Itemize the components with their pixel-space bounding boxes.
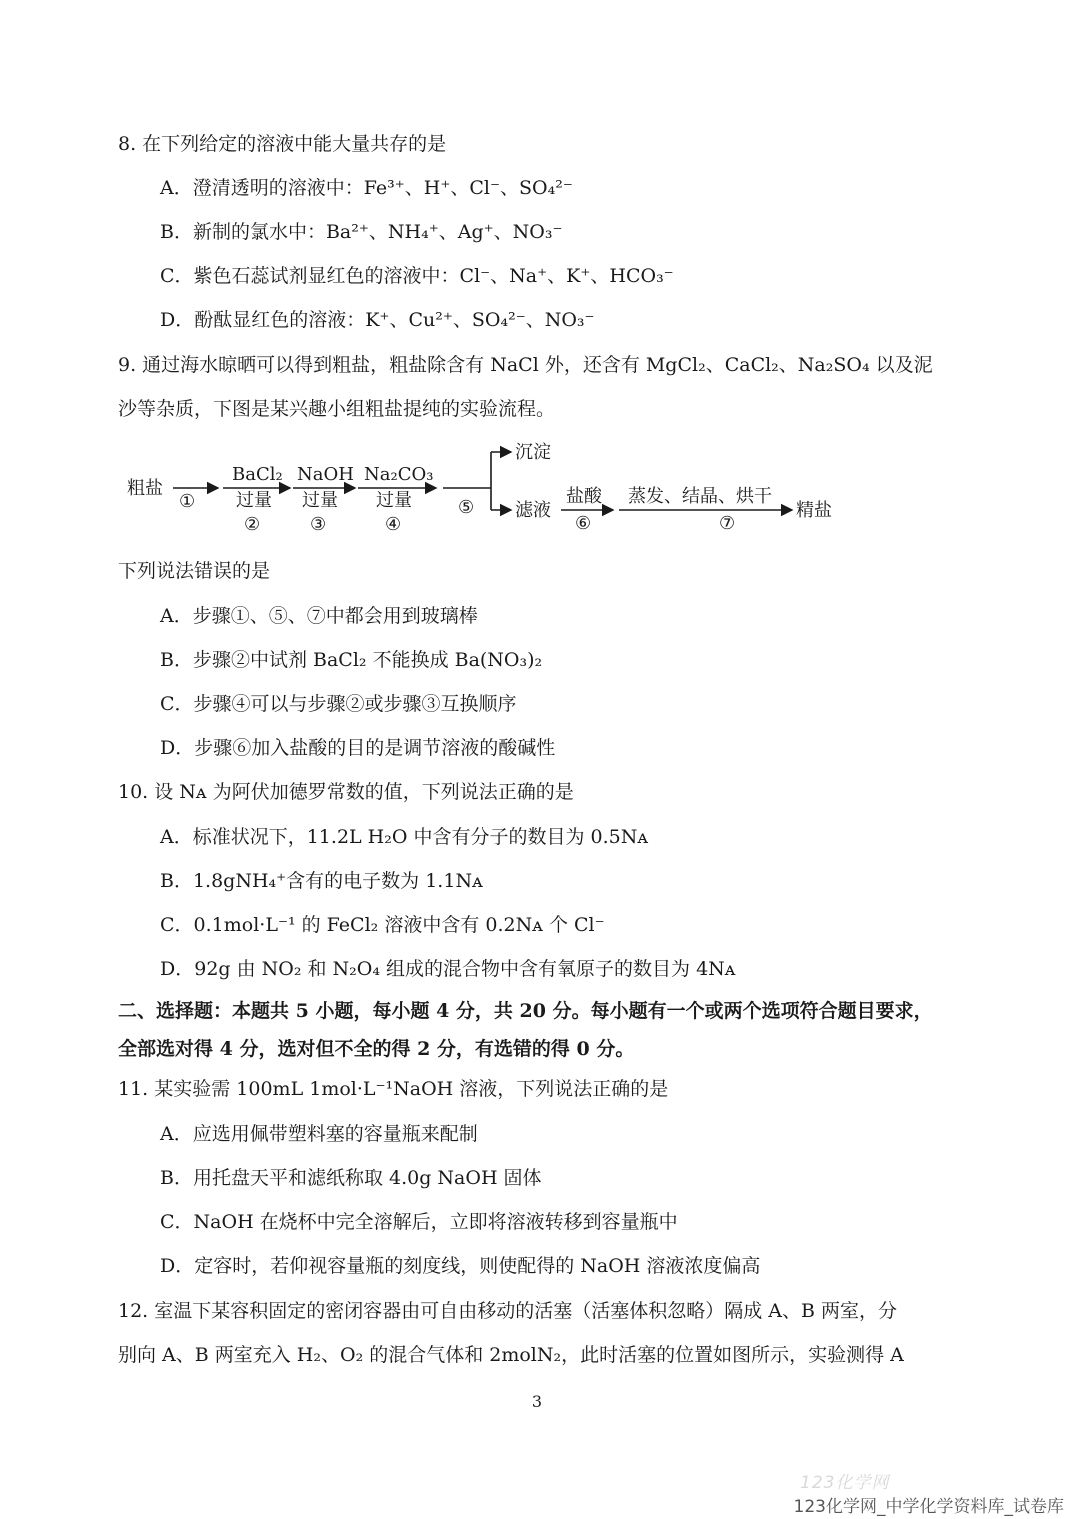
flow-amount-3: 过量	[302, 490, 338, 511]
q10-option-b: B．1.8gNH₄⁺含有的电子数为 1.1Nᴀ	[160, 870, 483, 892]
flow-step-2: ②	[244, 514, 261, 535]
q8-option-d: D．酚酞显红色的溶液：K⁺、Cu²⁺、SO₄²⁻、NO₃⁻	[160, 309, 595, 331]
page-number: 3	[531, 1392, 543, 1411]
q11-option-a: A．应选用佩带塑料塞的容量瓶来配制	[160, 1123, 478, 1145]
watermark-logo: 123化学网	[800, 1473, 890, 1493]
flow-step-1: ①	[179, 491, 196, 512]
flow-step-5: ⑤	[458, 497, 475, 518]
q11-option-c: C．NaOH 在烧杯中完全溶解后，立即将溶液转移到容量瓶中	[160, 1211, 678, 1233]
flow-step-4: ④	[385, 514, 402, 535]
q8-option-a: A．澄清透明的溶液中：Fe³⁺、H⁺、Cl⁻、SO₄²⁻	[160, 177, 573, 199]
flow-reagent-2: BaCl₂	[232, 464, 283, 485]
watermark-text: 123化学网_中学化学资料库_试卷库	[793, 1497, 1064, 1517]
flow-amount-2: 过量	[236, 490, 272, 511]
section2-instructions-line2: 全部选对得 4 分，选对但不全的得 2 分，有选错的得 0 分。	[118, 1038, 635, 1060]
flow-step-6: ⑥	[575, 513, 592, 534]
q12-stem-line2: 别向 A、B 两室充入 H₂、O₂ 的混合气体和 2molN₂，此时活塞的位置如图所示，实验测得 A	[118, 1344, 904, 1366]
q9-option-a: A．步骤①、⑤、⑦中都会用到玻璃棒	[160, 605, 478, 627]
flow-precipitate-label: 沉淀	[515, 442, 551, 463]
q9-prompt: 下列说法错误的是	[118, 560, 271, 582]
q9-stem-line1: 9. 通过海水晾晒可以得到粗盐，粗盐除含有 NaCl 外，还含有 MgCl₂、CaCl₂、Na₂SO₄ 以及泥	[118, 354, 933, 376]
flow-reagent-6: 盐酸	[566, 486, 602, 507]
flow-reagent-4: Na₂CO₃	[364, 464, 434, 485]
flow-product-label: 精盐	[796, 500, 832, 521]
q11-stem: 11. 某实验需 100mL 1mol·L⁻¹NaOH 溶液，下列说法正确的是	[118, 1078, 669, 1100]
q10-option-c: C．0.1mol·L⁻¹ 的 FeCl₂ 溶液中含有 0.2Nᴀ 个 Cl⁻	[160, 914, 605, 936]
flow-filtrate-label: 滤液	[515, 500, 551, 521]
flow-process-7: 蒸发、结晶、烘干	[628, 486, 772, 507]
q11-option-b: B．用托盘天平和滤纸称取 4.0g NaOH 固体	[160, 1167, 542, 1189]
flow-step-3: ③	[310, 514, 327, 535]
flow-amount-4: 过量	[376, 490, 412, 511]
q9-option-c: C．步骤④可以与步骤②或步骤③互换顺序	[160, 693, 517, 715]
q10-option-a: A．标准状况下，11.2L H₂O 中含有分子的数目为 0.5Nᴀ	[160, 826, 649, 848]
q9-stem-line2: 沙等杂质，下图是某兴趣小组粗盐提纯的实验流程。	[118, 398, 556, 420]
q10-stem: 10. 设 Nᴀ 为阿伏加德罗常数的值，下列说法正确的是	[118, 781, 574, 803]
q12-stem-line1: 12. 室温下某容积固定的密闭容器由可自由移动的活塞（活塞体积忽略）隔成 A、B 两室，分	[118, 1300, 898, 1322]
q9-option-b: B．步骤②中试剂 BaCl₂ 不能换成 Ba(NO₃)₂	[160, 649, 543, 671]
q11-option-d: D．定容时，若仰视容量瓶的刻度线，则使配得的 NaOH 溶液浓度偏高	[160, 1255, 761, 1277]
section2-instructions-line1: 二、选择题：本题共 5 小题，每小题 4 分，共 20 分。每小题有一个或两个选项符合题目要求，	[118, 1000, 933, 1022]
q8-option-c: C．紫色石蕊试剂显红色的溶液中：Cl⁻、Na⁺、K⁺、HCO₃⁻	[160, 265, 674, 287]
flow-start-label: 粗盐	[127, 478, 163, 499]
q8-stem: 8. 在下列给定的溶液中能大量共存的是	[118, 133, 447, 155]
q9-option-d: D．步骤⑥加入盐酸的目的是调节溶液的酸碱性	[160, 737, 556, 759]
flow-step-7: ⑦	[719, 513, 736, 534]
q8-option-b: B．新制的氯水中：Ba²⁺、NH₄⁺、Ag⁺、NO₃⁻	[160, 221, 563, 243]
flow-reagent-3: NaOH	[297, 464, 354, 485]
q10-option-d: D．92g 由 NO₂ 和 N₂O₄ 组成的混合物中含有氧原子的数目为 4Nᴀ	[160, 958, 736, 980]
